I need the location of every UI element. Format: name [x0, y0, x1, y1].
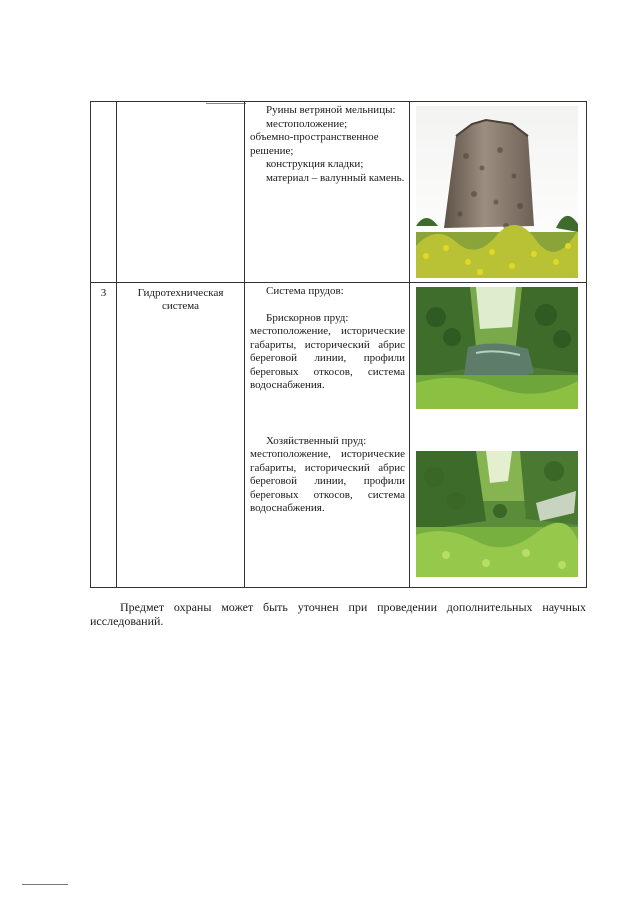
feature-item: местоположение;	[266, 117, 348, 130]
pond-features: местоположение, исторические габариты, исторический абрис береговой линии, профили береговых откосов, система водоснабжения.	[250, 325, 405, 391]
feature-item: конструкция кладки;	[266, 158, 364, 170]
briskorn-pond-photo	[416, 287, 578, 409]
table-row	[91, 283, 587, 588]
row-number: 3	[91, 283, 117, 588]
spacer	[250, 393, 405, 435]
object-description	[245, 102, 410, 283]
feature-item: материал – валунный камень.	[266, 171, 405, 184]
household-pond-photo	[416, 451, 578, 577]
scan-mark-bottom	[22, 884, 68, 885]
spacer	[250, 299, 405, 312]
object-title: Система прудов:	[266, 285, 344, 297]
pond-name: Брискорнов пруд:	[266, 311, 349, 324]
object-description	[245, 283, 410, 588]
footer-note: Предмет охраны может быть уточнен при проведении дополнительных научных исследований.	[90, 600, 586, 628]
object-type	[117, 102, 245, 283]
photo-cell	[410, 102, 587, 283]
photo-cell	[410, 283, 587, 588]
windmill-ruin-photo	[416, 106, 578, 278]
table-row	[91, 102, 587, 283]
object-title: Руины ветряной мельницы:	[266, 104, 396, 116]
feature-item: объемно-пространственное решение;	[250, 131, 379, 157]
pond-features: местоположение, исторические габариты, исторический абрис береговой линии, профили береговых откосов, система водоснабжения.	[250, 448, 405, 514]
row-number	[91, 102, 117, 283]
protection-subject-table	[90, 101, 587, 588]
object-type: Гидротехническая система	[117, 283, 245, 588]
pond-name: Хозяйственный пруд:	[266, 434, 367, 447]
